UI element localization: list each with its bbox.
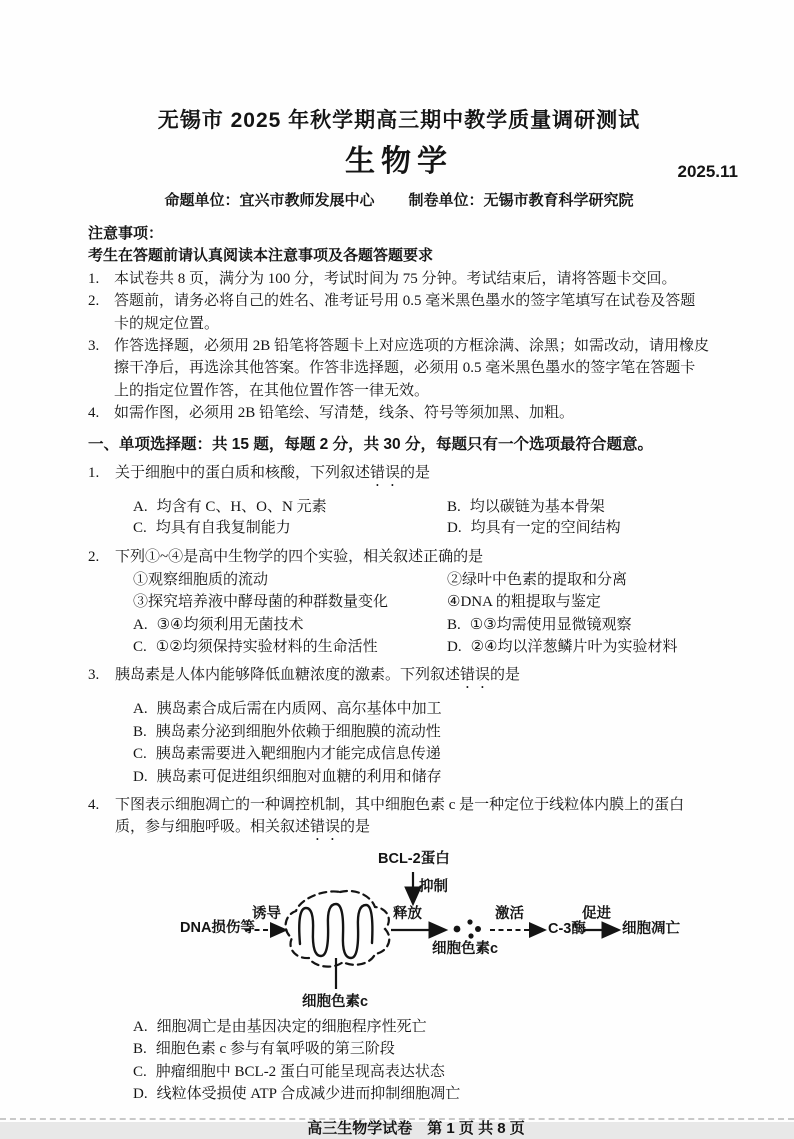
notice-item-number: 3. — [88, 338, 100, 355]
option-label: B. — [447, 617, 461, 634]
option-text: ②④均以洋葱鳞片叶为实验材料 — [470, 638, 678, 655]
notice-item-number: 4. — [88, 405, 100, 422]
notice-item-text: 如需作图，必须用 2B 铅笔绘、写清楚，线条、符号等须加黑、加粗。 — [114, 405, 575, 422]
option-d — [133, 767, 710, 789]
option-label: A. — [133, 498, 148, 515]
option-c — [133, 1062, 710, 1084]
experiment-item-4: ④DNA 的粗提取与鉴定 — [447, 593, 601, 610]
stem-text: 的是 — [400, 464, 431, 481]
option-a — [133, 1017, 710, 1039]
notice-heading: 注意事项： — [88, 225, 164, 242]
option-text: 胰岛素需要进入靶细胞内才能完成信息传递 — [155, 746, 441, 763]
option-text: 均具有一定的空间结构 — [470, 520, 621, 537]
option-c — [133, 637, 447, 659]
option-label: C. — [133, 520, 147, 537]
scan-edge-artifact — [0, 1118, 794, 1120]
stem-emphasis: 错误 — [460, 667, 491, 684]
notice-item-number: 2. — [88, 293, 100, 310]
option-label: D. — [133, 768, 148, 785]
page-title: 无锡市 2025 年秋学期高三期中教学质量调研测试 — [157, 109, 641, 132]
subject-title: 生物学 — [345, 145, 453, 178]
option-c — [133, 518, 447, 540]
org-issuer: 命题单位：宜兴市教师发展中心 — [164, 192, 375, 209]
option-label: A. — [133, 1018, 148, 1035]
stem-text: 的是 — [340, 818, 371, 835]
question-1 — [88, 463, 710, 540]
notice-item-text: 答题前，请务必将自己的姓名、准考证号用 0.5 毫米黑色墨水的签字笔填写在试卷及答题卡的规定位置。 — [114, 293, 696, 332]
question-number: 2. — [88, 548, 100, 565]
induce-label: 诱导 — [252, 905, 281, 922]
option-d — [133, 1084, 710, 1106]
option-label: A. — [133, 701, 148, 718]
release-label: 释放 — [393, 905, 422, 922]
option-b — [447, 615, 710, 637]
option-text: 胰岛素分泌到细胞外依赖于细胞膜的流动性 — [155, 723, 441, 740]
question-number: 3. — [88, 667, 100, 684]
option-text: ③④均须利用无菌技术 — [156, 617, 304, 634]
notice-item-number: 1. — [88, 270, 100, 287]
option-text: ①②均须保持实验材料的生命活性 — [155, 638, 378, 655]
question-4 — [88, 795, 710, 1106]
experiment-item-1: ①观察细胞质的流动 — [133, 572, 269, 589]
stem-emphasis: 错误 — [310, 818, 341, 835]
stem-text: 下图表示细胞凋亡的一种调控机制，其中细胞色素 c 是一种定位于线粒体内膜上的蛋白质，参与细胞呼吸。相关叙述 — [115, 797, 685, 835]
option-label: B. — [133, 1041, 147, 1058]
option-c — [133, 744, 710, 766]
option-label: D. — [133, 1086, 148, 1103]
option-text: 均含有 C、H、O、N 元素 — [156, 498, 327, 515]
stem-text: 胰岛素是人体内能够降低血糖浓度的激素。下列叙述 — [115, 667, 461, 684]
option-text: 肿瘤细胞中 BCL-2 蛋白可能呈现高表达状态 — [155, 1063, 445, 1080]
option-label: B. — [133, 723, 147, 740]
question-stem — [115, 463, 710, 490]
notice-intro: 考生在答题前请认真阅读本注意事项及各题答题要求 — [88, 247, 434, 265]
cytochrome-c-inner-label: 细胞色素c — [302, 993, 369, 1010]
page-footer: 高三生物学试卷 第 1 页 共 8 页 — [307, 1119, 525, 1137]
option-text: 细胞凋亡是由基因决定的细胞程序性死亡 — [156, 1018, 427, 1035]
notice-item-2 — [88, 290, 710, 335]
option-label: C. — [133, 746, 147, 763]
option-d — [447, 637, 710, 659]
option-label: D. — [447, 638, 462, 655]
notice-item-text: 作答选择题，必须用 2B 铅笔将答题卡上对应选项的方框涂满、涂黑；如需改动，请用橡皮擦干净后，再选涂其他答案。作答非选择题，必须用 0.5 毫米黑色墨水的签字笔在答题卡上的指定位置作答，在其他位置作答一律无效。 — [114, 338, 710, 399]
stem-text: 关于细胞中的蛋白质和核酸，下列叙述 — [115, 464, 371, 481]
activate-label: 激活 — [495, 905, 524, 922]
cytochrome-c-label: 细胞色素c — [432, 940, 499, 957]
exam-date: 2025.11 — [677, 162, 738, 181]
question-number: 4. — [88, 797, 100, 814]
option-b — [133, 722, 710, 744]
notice-item-text: 本试卷共 8 页，满分为 100 分，考试时间为 75 分钟。考试结束后，请将答题卡交回。 — [114, 270, 677, 287]
notice-item-4 — [88, 402, 710, 424]
option-text: 均具有自我复制能力 — [155, 520, 291, 537]
option-label: D. — [447, 520, 462, 537]
option-label: C. — [133, 638, 147, 655]
option-label: A. — [133, 617, 148, 634]
org-printer: 制卷单位：无锡市教育科学研究院 — [408, 192, 634, 209]
option-text: 均以碳链为基本骨架 — [469, 498, 605, 515]
notice-item-1 — [88, 268, 710, 290]
inhibit-label: 抑制 — [419, 878, 448, 895]
question-stem — [115, 795, 710, 844]
promote-label: 促进 — [582, 905, 611, 922]
notice-item-3 — [88, 335, 710, 402]
option-text: 胰岛素可促进组织细胞对血糖的利用和储存 — [156, 768, 442, 785]
question-stem: 下列①~④是高中生物学的四个实验，相关叙述正确的是 — [115, 548, 484, 565]
option-b — [447, 497, 710, 519]
bcl2-protein-label: BCL-2蛋白 — [378, 850, 450, 867]
apoptosis-diagram — [88, 847, 710, 1015]
question-2 — [88, 547, 710, 659]
experiment-item-2: ②绿叶中色素的提取和分离 — [447, 572, 628, 589]
option-text: 线粒体受损使 ATP 合成减少进而抑制细胞凋亡 — [156, 1086, 461, 1103]
option-text: ①③均需使用显微镜观察 — [469, 617, 632, 634]
option-d — [447, 518, 710, 540]
apoptosis-label: 细胞凋亡 — [622, 920, 680, 937]
section-heading: 一、单项选择题：共 15 题，每题 2 分，共 30 分，每题只有一个选项最符合题意。 — [88, 435, 653, 453]
question-3 — [88, 665, 710, 788]
dna-damage-label: DNA损伤等 — [180, 919, 255, 936]
option-a — [133, 615, 447, 637]
question-stem — [115, 665, 710, 692]
question-number: 1. — [88, 464, 100, 481]
org-line — [88, 191, 710, 211]
option-b — [133, 1039, 710, 1061]
option-label: C. — [133, 1063, 147, 1080]
option-a — [133, 497, 447, 519]
c3-enzyme-label: C-3酶 — [548, 920, 586, 937]
stem-text: 的是 — [490, 667, 521, 684]
option-a — [133, 699, 710, 721]
experiment-item-3: ③探究培养液中酵母菌的种群数量变化 — [133, 593, 389, 610]
option-label: B. — [447, 498, 461, 515]
subject-row — [88, 140, 738, 184]
option-text: 胰岛素合成后需在内质网、高尔基体中加工 — [156, 701, 442, 718]
notice-block — [88, 223, 710, 425]
option-text: 细胞色素 c 参与有氧呼吸的第三阶段 — [155, 1041, 395, 1058]
stem-emphasis: 错误 — [370, 464, 401, 481]
